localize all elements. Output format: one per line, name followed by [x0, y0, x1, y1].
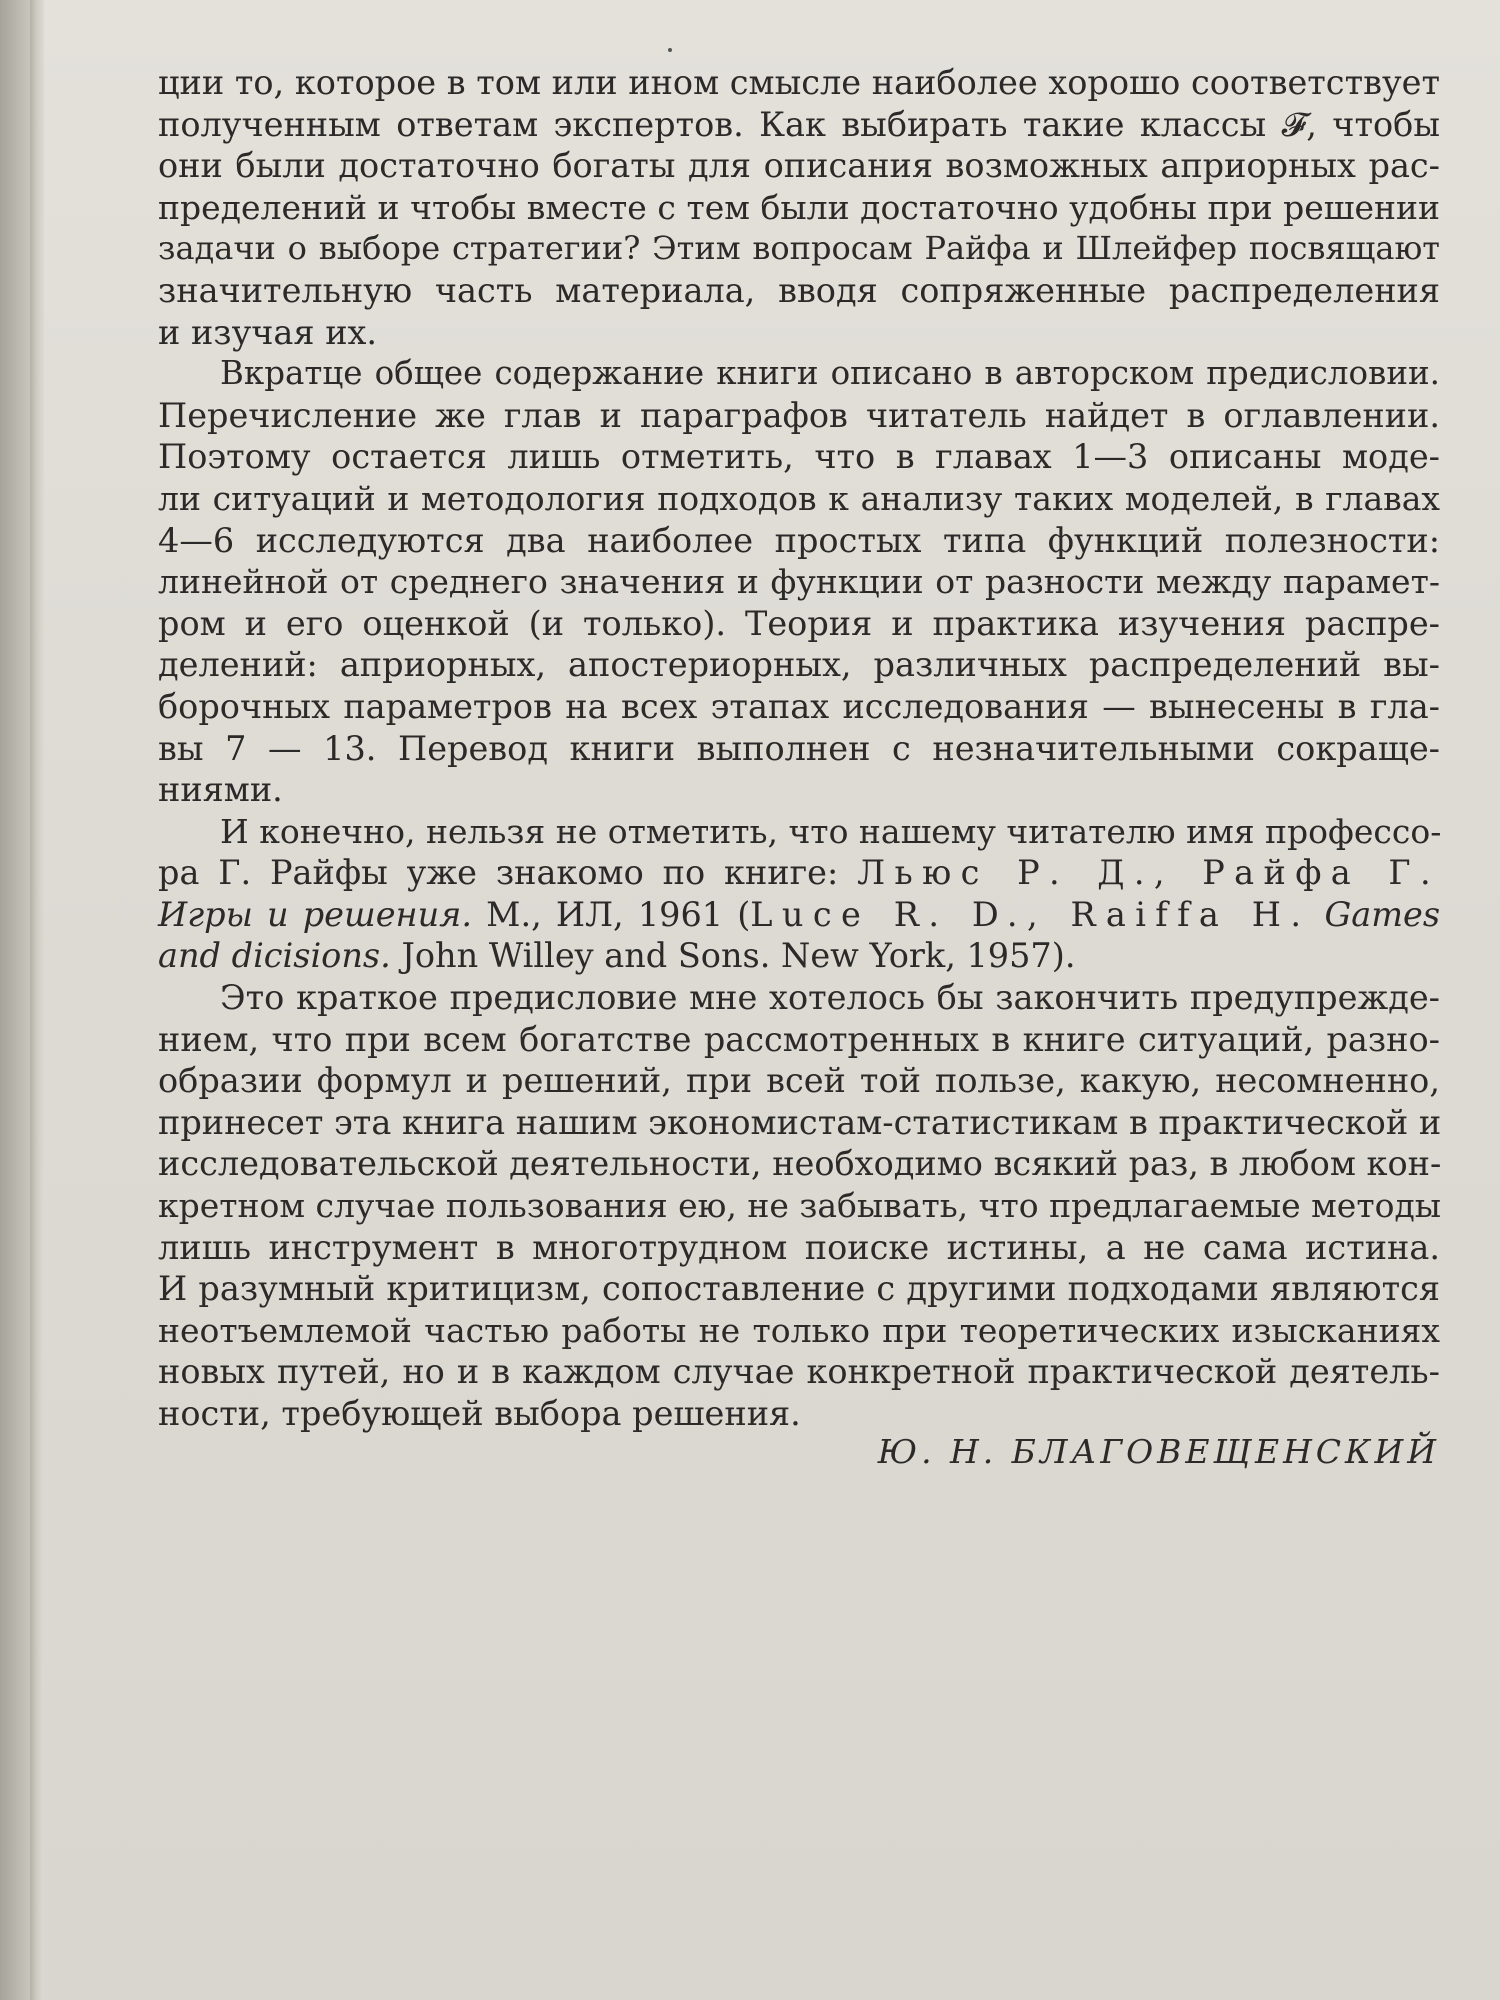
text-line: Перечисление же глав и параграфов читатель найдет в оглавлении.: [158, 395, 1440, 435]
text-line: принесет эта книга нашим экономистам-статистикам в практической и: [158, 1102, 1442, 1142]
text-line: Это краткое предисловие мне хотелось бы закончить предупрежде-: [220, 978, 1440, 1018]
text-line: неотъемлемой частью работы не только при теоретических изысканиях: [158, 1310, 1440, 1350]
citation-authors-ru: Льюс Р. Д., Райфа Г.: [857, 853, 1441, 893]
text-line: образии формул и решений, при всей той пользе, какую, несомненно,: [158, 1061, 1440, 1101]
text-line: нием, что при всем богатстве рассмотренных в книге ситуаций, разно-: [158, 1019, 1440, 1059]
text-line-citation: [158, 935, 1440, 977]
text-line: задачи о выборе стратегии? Этим вопросам Райфа и Шлейфер посвящают: [158, 229, 1440, 268]
binding-edge: [30, 0, 44, 2000]
text-line: 4—6 исследуются два наиболее простых типа функций полезности:: [158, 520, 1440, 560]
text-line: пределений и чтобы вместе с тем были достаточно удобны при решении: [158, 187, 1440, 227]
text-line: значительную часть материала, вводя сопряженные распределения: [158, 270, 1440, 310]
citation-title-en-end: and dicisions.: [158, 936, 391, 976]
text-line: И разумный критицизм, сопоставление с другими подходами являются: [158, 1269, 1440, 1309]
text-line-citation: [158, 894, 1440, 936]
text-line: исследовательской деятельности, необходимо всякий раз, в любом кон-: [158, 1144, 1442, 1184]
text-line: и изучая их.: [158, 312, 378, 352]
text-line: они были достаточно богаты для описания возможных априорных рас-: [158, 146, 1440, 186]
citation-authors-en: Luce R. D., Raiffa H.: [750, 894, 1311, 934]
text-line: делений: априорных, апостериорных, различных распределений вы-: [158, 645, 1440, 685]
text-segment: ра Г. Райфы уже знакомо по книге:: [158, 853, 839, 893]
binding-shadow: [0, 0, 30, 2000]
text-line: ром и его оценкой (и только). Теория и практика изучения распре-: [158, 603, 1440, 643]
text-line-citation: [158, 852, 1440, 894]
citation-title-en-start: Games: [1324, 894, 1441, 934]
text-line: Вкратце общее содержание книги описано в авторском предисловии.: [220, 354, 1440, 393]
text-line: вы 7 — 13. Перевод книги выполнен с незначительными сокраще-: [158, 728, 1440, 768]
text-line: полученным ответам экспертов. Как выбирать такие классы 𝓕, чтобы: [158, 104, 1440, 144]
text-line: ции то, которое в том или ином смысле наиболее хорошо соответствует: [158, 63, 1441, 102]
author-signature: Ю. Н. БЛАГОВЕЩЕНСКИЙ: [877, 1432, 1440, 1471]
text-segment: John Willey and Sons. New York, 1957).: [401, 936, 1076, 976]
text-line: И конечно, нельзя не отметить, что нашему читателю имя профессо-: [220, 811, 1442, 851]
text-line: Поэтому остается лишь отметить, что в главах 1—3 описаны моде-: [158, 437, 1440, 477]
text-line: линейной от среднего значения и функции от разности между парамет-: [158, 562, 1440, 602]
text-line: борочных параметров на всех этапах исследования — вынесены в гла-: [158, 686, 1440, 726]
text-segment: М., ИЛ, 1961 (: [486, 894, 751, 934]
text-line: ли ситуаций и методология подходов к анализу таких моделей, в главах: [158, 478, 1440, 518]
text-line: ности, требующей выбора решения.: [158, 1394, 801, 1433]
ink-speck: [668, 48, 672, 52]
text-line: лишь инструмент в многотрудном поиске истины, а не сама истина.: [158, 1227, 1440, 1267]
text-line: ниями.: [158, 770, 283, 810]
preface-text: [158, 62, 1440, 1435]
text-line: кретном случае пользования ею, не забывать, что предлагаемые методы: [158, 1186, 1442, 1226]
citation-title-ru: Игры и решения.: [158, 894, 473, 934]
text-line: новых путей, но и в каждом случае конкретной практической деятель-: [158, 1352, 1440, 1392]
